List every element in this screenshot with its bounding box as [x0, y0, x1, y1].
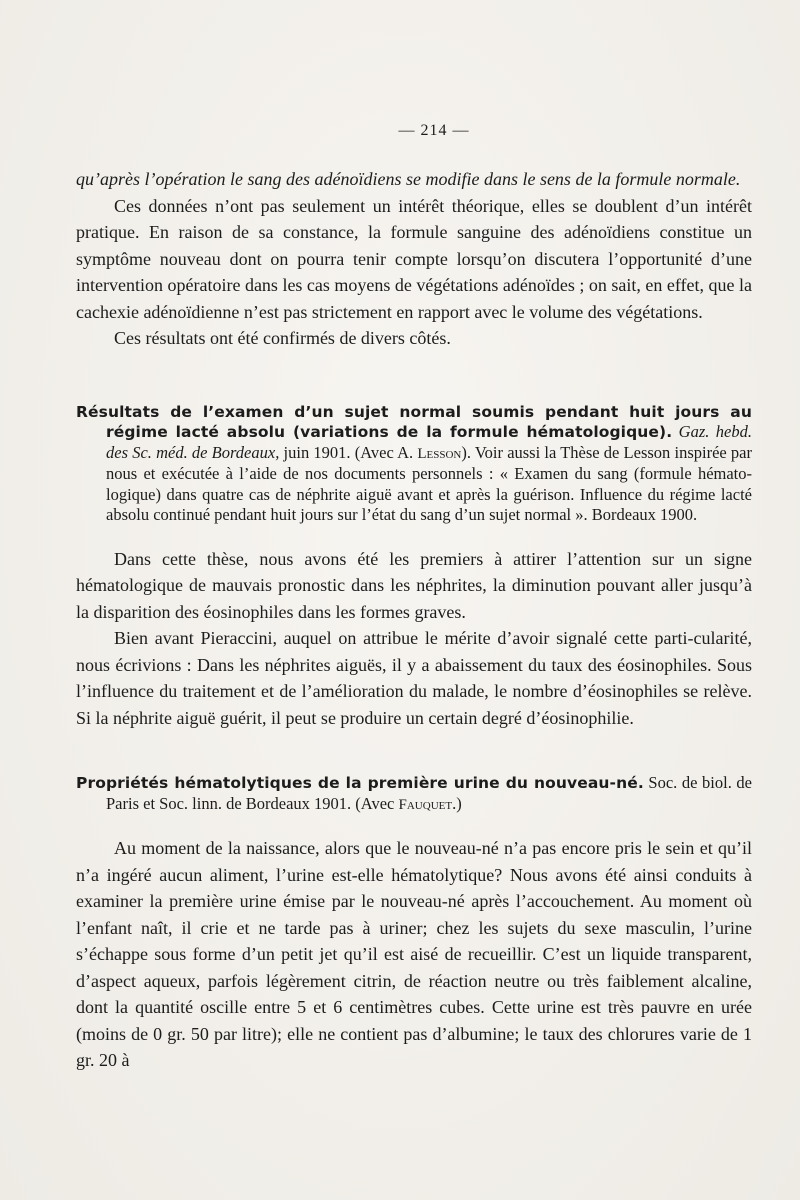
entry-2-author: Fauquet — [398, 796, 453, 813]
entry-2-title: Propriétés hématolytiques de la première urine du nouveau-né. — [76, 774, 644, 792]
section-spacer — [76, 731, 752, 751]
bibliography-entry-2 — [76, 773, 752, 815]
section-spacer — [76, 815, 752, 835]
entry-1-author: Lesson — [417, 445, 462, 462]
entry-1-title: Résultats de l’examen d’un sujet normal soumis pendant huit jours au régime lacté absolu (variations de la formule hématologique). — [76, 402, 752, 441]
body-1-paragraph-2: Bien avant Pieraccini, auquel on attribue le mérite d’avoir signalé cette parti-cularité, nous écrivions : Dans les néphrites aiguës, il y a abaissement du taux des éosinophiles. Sous l’influence du traitement et de l’amélioration du malade, le nombre d’éosinophiles se relève. Si la néphrite aiguë guérit, il peut se produire un certain degré d’éosinophilie. — [76, 628, 752, 728]
section-spacer — [76, 352, 752, 380]
entry-1-source: Gaz. hebd. des Sc. méd. de Bordeaux, — [106, 422, 752, 462]
entry-1-text — [76, 402, 752, 526]
entry-1-rest: ). Voir aussi la Thèse de Lesson inspirée par nous et exécutée à l’aide de nos documents personnels : « Examen du sang (formule hémato-logique) dans quatre cas de néphrite aiguë avant et après la guérison. Influence du régime lacté absolu continué pendant huit jours sur l’état du sang d’un sujet normal ». Bordeaux 1900. — [106, 442, 752, 524]
opening-paragraph-1: Ces données n’ont pas seulement un intérêt théorique, elles se doublent d’un intérêt pratique. En raison de sa constance, la formule sanguine des adénoïdiens constitue un symptôme nouveau dont on pourra tenir compte lorsqu’on discutera l’opportunité d’une intervention opératoire dans les cas moyens de végétations adénoïdes ; on sait, en effet, que la cachexie adénoïdienne n’est pas strictement en rapport avec le volume des végétations. — [76, 195, 752, 322]
opening-paragraph-2: Ces résultats ont été confirmés de divers côtés. — [114, 328, 451, 348]
entry-2-source: Soc. de biol. de Paris et Soc. linn. de Bordeaux 1901. (Avec — [106, 773, 752, 813]
entry-2-rest: .) — [452, 793, 462, 813]
opening-italic-line: qu’après l’opération le sang des adénoïdiens se modifie dans le sens de la formule normale. — [76, 169, 741, 189]
entry-1-date: juin 1901. (Avec A. — [283, 442, 414, 462]
section-spacer — [76, 526, 752, 546]
body-2-paragraph-1: Au moment de la naissance, alors que le nouveau-né n’a pas encore pris le sein et qu’il n’a ingéré aucun aliment, l’urine est-elle hématolytique? Nous avons été ainsi conduits à examiner la première urine émise par le nouveau-né après l’accouchement. Au moment où l’enfant naît, il crie et ne tarde pas à uriner; chez les sujets du sexe masculin, l’urine s’échappe sous forme d’un petit jet qu’il est aisé de recueillir. C’est un liquide transparent, d’aspect aqueux, parfois légèrement citrin, de réaction neutre ou très faiblement alcaline, dont la quantité oscille entre 5 et 6 centimètres cubes. Cette urine est très pauvre en urée (moins de 0 gr. 50 par litre); elle ne contient pas d’albumine; le taux des chlorures varie de 1 gr. 20 à — [76, 838, 752, 1070]
bibliography-entry-1 — [76, 402, 752, 526]
page-number: — 214 — — [398, 122, 470, 139]
body-1-paragraph-1: Dans cette thèse, nous avons été les premiers à attirer l’attention sur un signe hématologique de mauvais pronostic dans les néphrites, la diminution pouvant aller jusqu’à la disparition des éosinophiles dans les formes graves. — [76, 548, 752, 622]
entry-2-text — [76, 773, 752, 815]
